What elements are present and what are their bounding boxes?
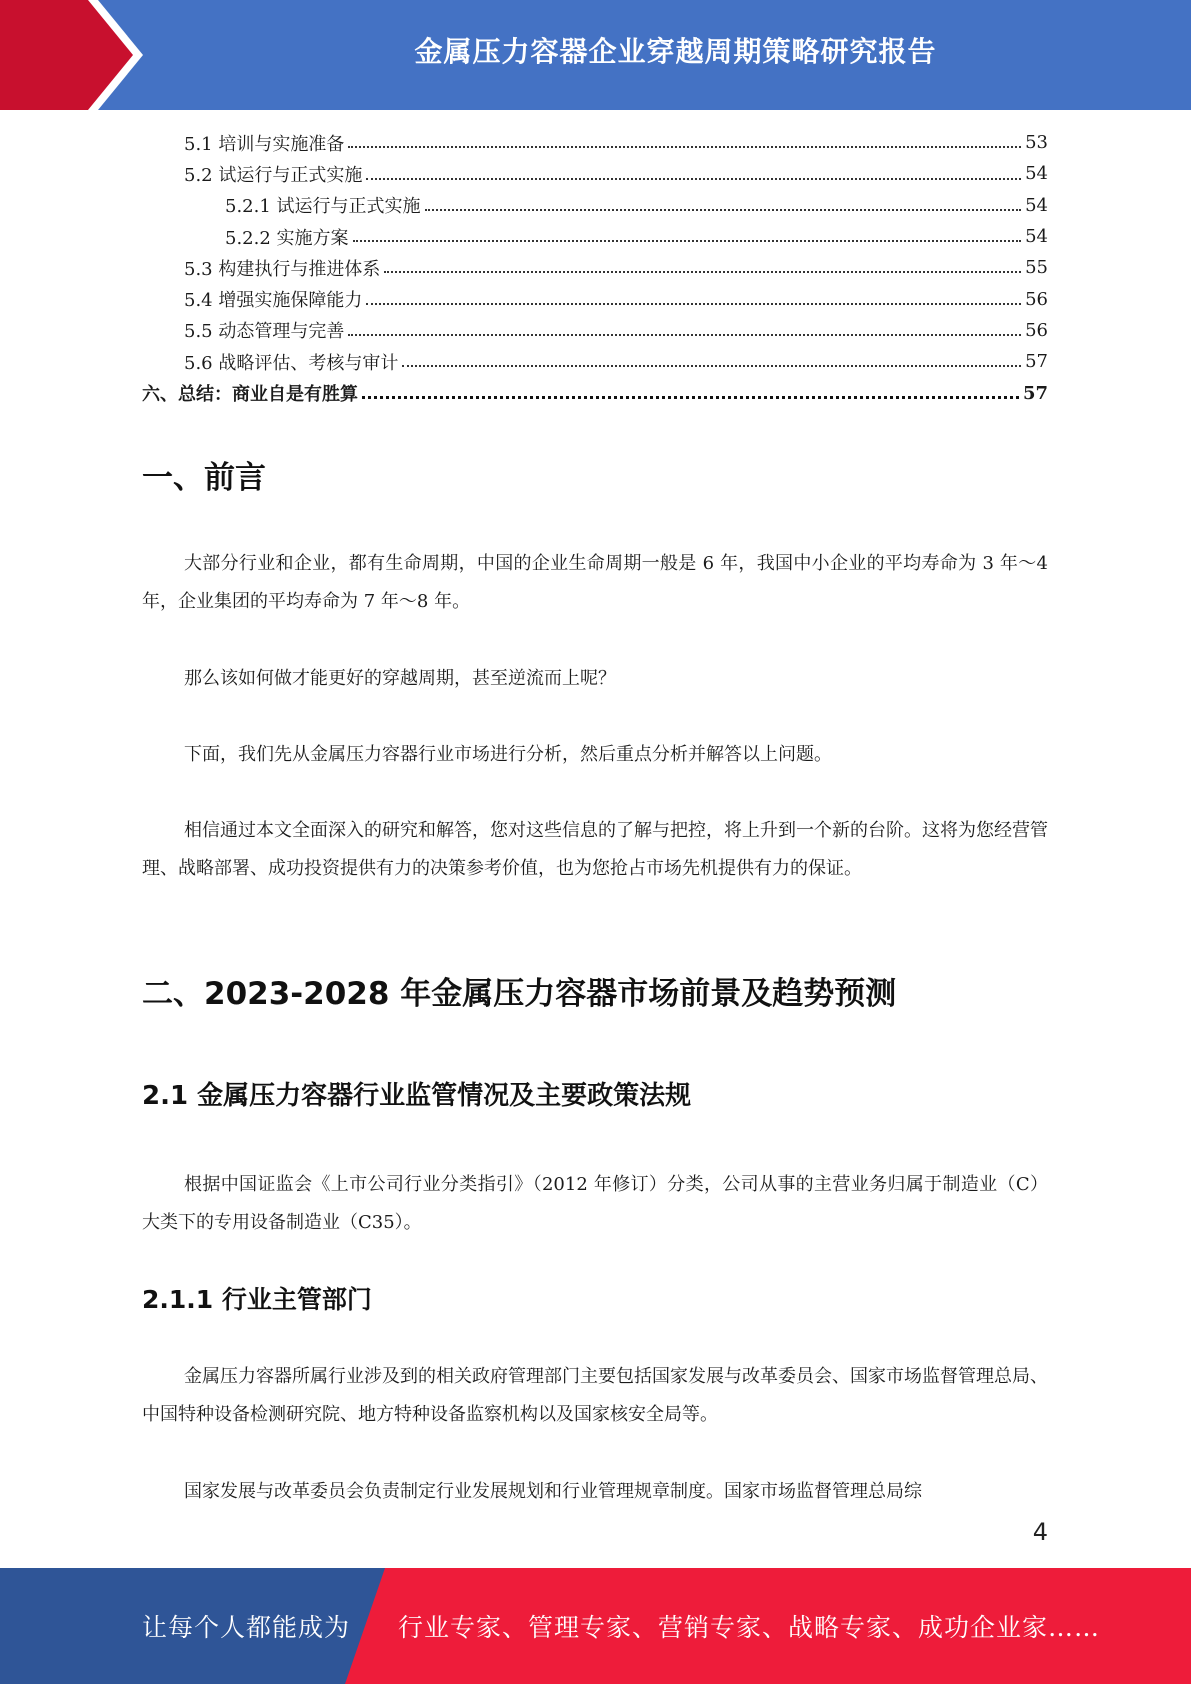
paragraph: 那么该如何做才能更好的穿越周期，甚至逆流而上呢？ <box>184 668 616 689</box>
toc-entry-label: 5.1 培训与实施准备 <box>184 133 345 155</box>
toc-entry-label: 5.2.2 实施方案 <box>225 227 349 249</box>
toc-entry-page: 53 <box>1025 132 1048 154</box>
toc-leader-dots <box>366 177 1021 180</box>
subsection-heading-2-1: 2.1 金属压力容器行业监管情况及主要政策法规 <box>142 1081 692 1111</box>
toc-leader-dots <box>348 333 1021 336</box>
paragraph: 根据中国证监会《上市公司行业分类指引》（2012 年修订）分类，公司从事的主营业务归属于制造业（C）大类下的专用设备制造业（C35）。 <box>142 1174 1048 1233</box>
page-header <box>0 0 1191 110</box>
toc-entry[interactable] <box>142 377 1048 408</box>
subsection-heading-2-1-1: 2.1.1 行业主管部门 <box>142 1285 372 1314</box>
footer-slogan-left: 让每个人都能成为 <box>142 1613 351 1642</box>
paragraph: 国家发展与改革委员会负责制定行业发展规划和行业管理规章制度。国家市场监督管理总局综 <box>184 1481 922 1502</box>
toc-entry-label: 5.5 动态管理与完善 <box>184 321 345 343</box>
toc-leader-dots <box>362 395 1019 399</box>
toc-entry[interactable] <box>142 221 1048 252</box>
paragraph: 金属压力容器所属行业涉及到的相关政府管理部门主要包括国家发展与改革委员会、国家市场监督管理总局、中国特种设备检测研究院、地方特种设备监察机构以及国家核安全局等。 <box>142 1366 1048 1425</box>
toc-entry-page: 55 <box>1025 257 1048 279</box>
report-title: 金属压力容器企业穿越周期策略研究报告 <box>414 35 937 68</box>
toc-entry-label: 5.2 试运行与正式实施 <box>184 164 363 186</box>
toc-entry-label: 5.3 构建执行与推进体系 <box>184 258 381 280</box>
toc-leader-dots <box>348 145 1021 148</box>
page-number: 4 <box>1032 1518 1048 1546</box>
toc-leader-dots <box>366 302 1021 305</box>
toc-entry-page: 56 <box>1025 288 1048 310</box>
toc-leader-dots <box>425 208 1022 211</box>
toc-leader-dots <box>402 364 1021 367</box>
section-heading-chapter2: 二、2023-2028 年金属压力容器市场前景及趋势预测 <box>142 976 897 1012</box>
toc-entry[interactable] <box>142 190 1048 221</box>
toc-entry-label: 5.6 战略评估、考核与审计 <box>184 352 399 374</box>
toc-leader-dots <box>353 239 1022 242</box>
paragraph: 相信通过本文全面深入的研究和解答，您对这些信息的了解与把控，将上升到一个新的台阶。这将为您经营管理、战略部署、成功投资提供有力的决策参考价值，也为您抢占市场先机提供有力的保证。 <box>142 820 1048 879</box>
toc-entry[interactable] <box>142 158 1048 189</box>
toc-entry-label: 5.2.1 试运行与正式实施 <box>225 196 421 218</box>
toc-entry[interactable] <box>142 127 1048 158</box>
header-arrow-decoration <box>0 0 160 110</box>
footer-slogan-right: 行业专家、管理专家、营销专家、战略专家、成功企业家…… <box>398 1613 1101 1642</box>
toc-entry-page: 54 <box>1025 226 1048 248</box>
toc-entry-page: 57 <box>1025 351 1048 373</box>
toc-entry-page: 56 <box>1025 319 1048 341</box>
toc-entry-label: 5.4 增强实施保障能力 <box>184 290 363 312</box>
paragraph: 下面，我们先从金属压力容器行业市场进行分析，然后重点分析并解答以上问题。 <box>184 744 832 765</box>
toc-leader-dots <box>384 270 1021 273</box>
toc-entry-page: 54 <box>1025 163 1048 185</box>
section-heading-preface: 一、前言 <box>142 460 266 496</box>
table-of-contents <box>142 127 1048 409</box>
toc-entry[interactable] <box>142 315 1048 346</box>
toc-entry[interactable] <box>142 252 1048 283</box>
page-footer <box>0 1568 1191 1684</box>
toc-entry[interactable] <box>142 346 1048 377</box>
toc-entry-page: 54 <box>1025 194 1048 216</box>
paragraph: 大部分行业和企业，都有生命周期，中国的企业生命周期一般是 6 年，我国中小企业的平均寿命为 3 年～4 年，企业集团的平均寿命为 7 年～8 年。 <box>142 553 1048 612</box>
toc-entry-page: 57 <box>1022 382 1048 404</box>
toc-entry[interactable] <box>142 283 1048 314</box>
toc-entry-label: 六、总结：商业自是有胜算 <box>142 384 358 406</box>
